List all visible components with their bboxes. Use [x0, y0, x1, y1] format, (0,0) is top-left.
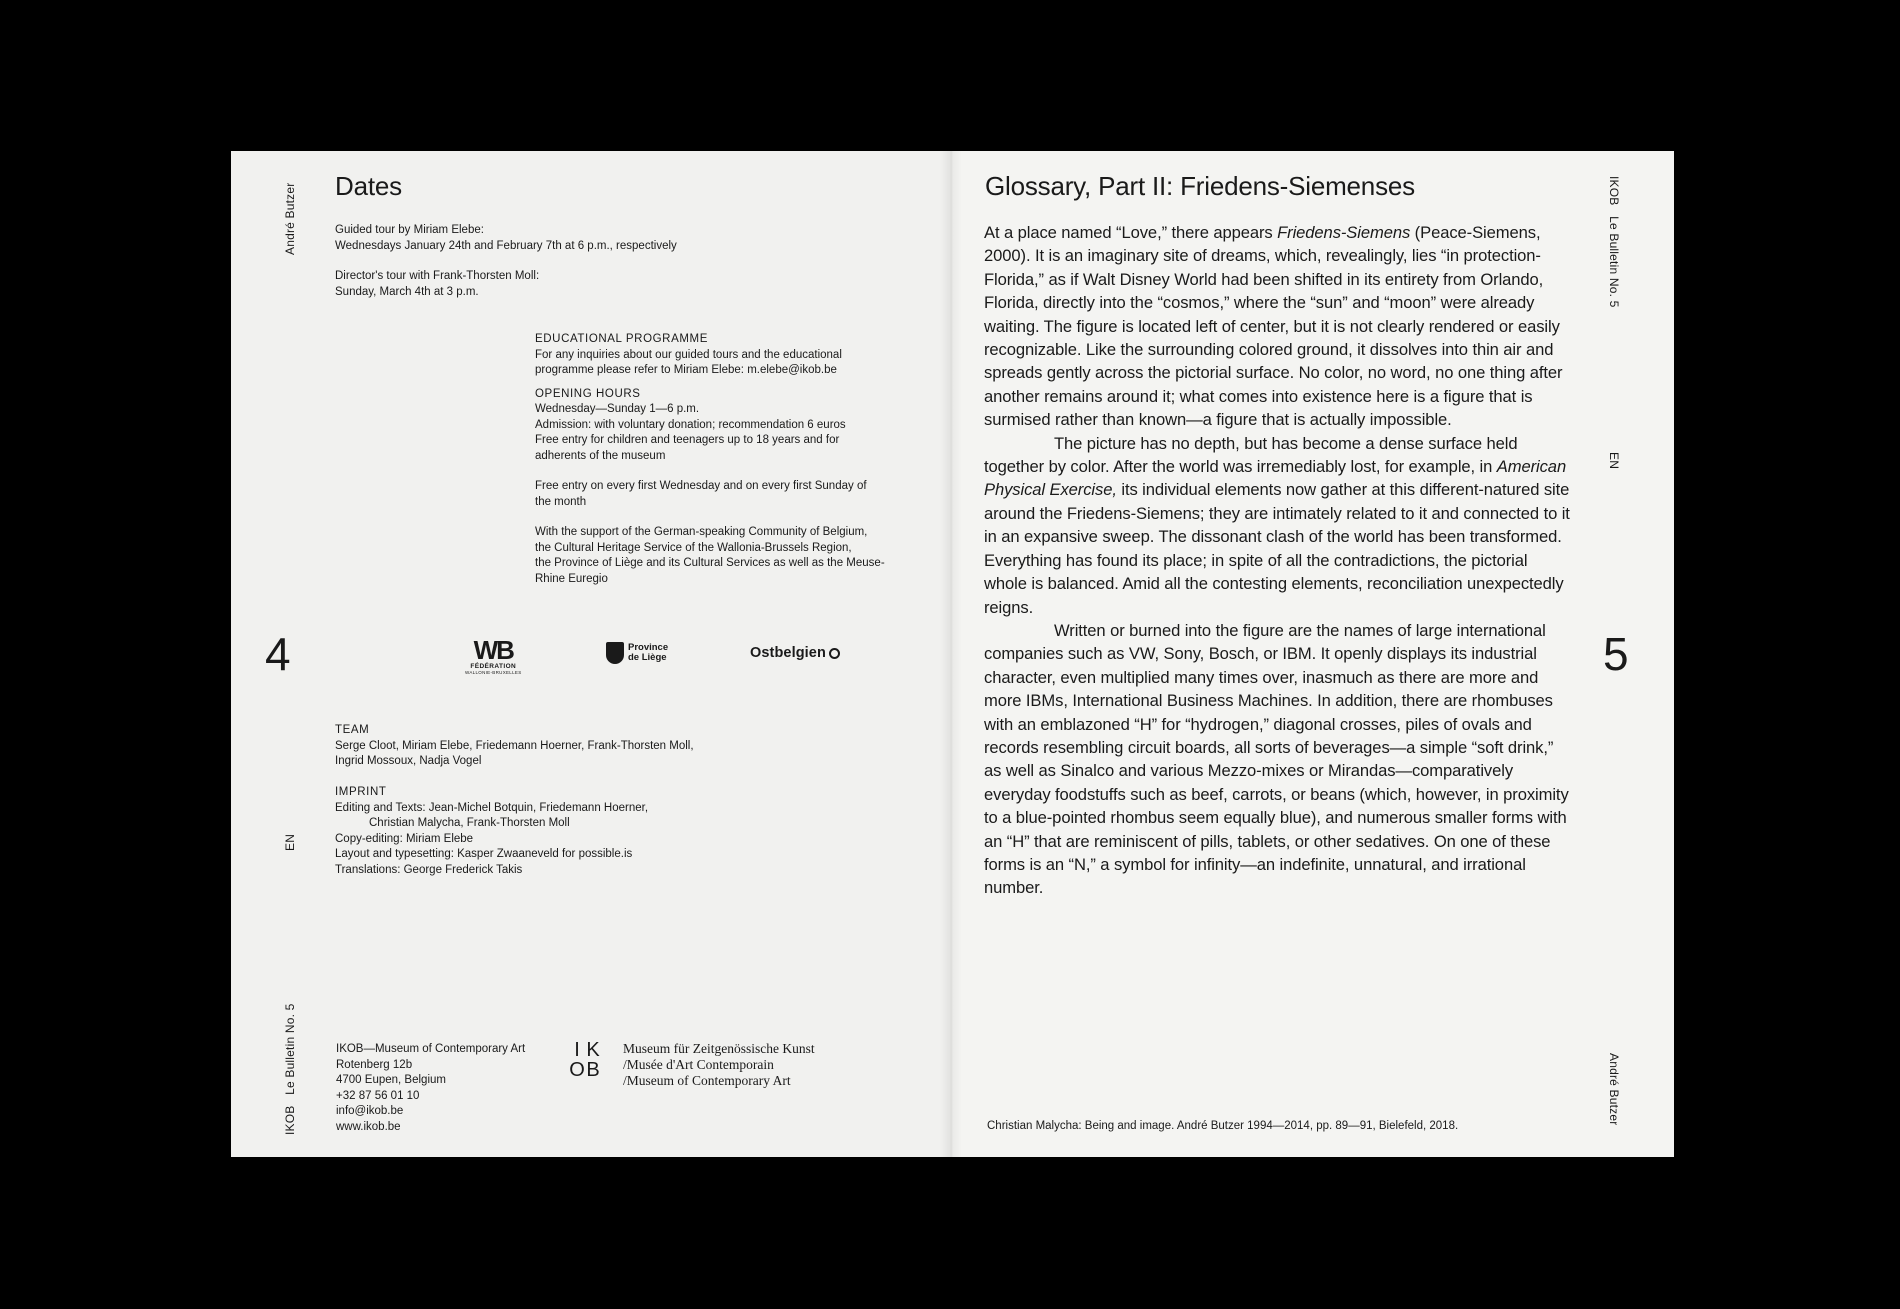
- support-text: With the support of the German-speaking Community of Belgium,: [535, 526, 868, 538]
- left-spine-lang: EN: [283, 833, 297, 851]
- book-gutter: [940, 151, 962, 1157]
- province-logo: Province de Liège: [606, 642, 668, 664]
- guided-tour: Guided tour by Miriam Elebe: Wednesdays January 24th and February 7th at 6 p.m., respectively: [335, 224, 677, 252]
- page-title: Dates: [335, 171, 402, 201]
- info-column: EDUCATIONAL PROGRAMME For any inquiries about our guided tours and the educational programme please refer to Miriam Elebe: m.elebe@ikob.be OPENING HOURS Wednesday—Sunday 1—6 p.m. Admission: with voluntary donation; recommendation 6 euros Free entry for children and teenagers up to 18 years and for adherents of the museum Free entry on every first Wednesday and on every first Sunday of the month With the support of the German-speaking Community of Belgium, the Cultural Heritage Service of the Wallonia-Brussels Region, the Province of Liège and its Cultural Services as well as the Meuse- Rhine Euregio: [535, 333, 885, 585]
- right-spine-bulletin: IKOB Le Bulletin No. 5: [1607, 176, 1621, 308]
- directors-tour: Director's tour with Frank-Thorsten Moll: Sunday, March 4th at 3 p.m.: [335, 270, 540, 298]
- right-page: [950, 151, 1674, 1157]
- ostbelgien-logo: Ostbelgien: [750, 645, 840, 661]
- page-number: 5: [1603, 628, 1629, 680]
- educational-heading: EDUCATIONAL PROGRAMME: [535, 333, 708, 345]
- paragraph: At a place named “Love,” there appears Friedens-Siemens (Peace-Siemens, 2000). It is an imaginary site of dreams, which, revealingly, lies “in protection-Florida,” as if Walt Disney World had been shifted in its entirety from Orlando, Florida, directly into the “cosmos,” where the “sun” and “moon” were already waiting. The figure is located left of center, but it is not clearly rendered or easily recognizable. Like the surrounding colored ground, it dissolves into thin air and spreads gently across the pictorial surface. No color, no word, no one thing after another remains around it; what comes into existence here is a figure that is surmised rather than known—a figure that is actually impossible.: [984, 223, 1563, 430]
- free-entry: Free entry on every first Wednesday and on every first Sunday of: [535, 480, 867, 492]
- article-title: Glossary, Part II: Friedens-Siemenses: [985, 171, 1415, 201]
- team-block: TEAM Serge Cloot, Miriam Elebe, Friedemann Hoerner, Frank-Thorsten Moll, Ingrid Mossoux, Nadja Vogel: [335, 724, 694, 767]
- right-spine-lang: EN: [1607, 452, 1621, 470]
- imprint-heading: IMPRINT: [335, 786, 387, 798]
- footnote: Christian Malycha: Being and image. André Butzer 1994—2014, pp. 89—91, Bielefeld, 2018.: [987, 1120, 1459, 1132]
- address-block: IKOB—Museum of Contemporary Art Rotenberg 12b 4700 Eupen, Belgium +32 87 56 01 10 info@ikob.be www.ikob.be: [336, 1043, 526, 1133]
- ikob-logo: I K O B: [569, 1039, 600, 1081]
- page-number: 4: [265, 628, 291, 680]
- right-spine-author: André Butzer: [1607, 1053, 1621, 1126]
- left-spine-bulletin: IKOB Le Bulletin No. 5: [283, 1003, 297, 1135]
- museum-names: Museum für Zeitgenössische Kunst /Musée d'Art Contemporain /Museum of Contemporary Art: [623, 1041, 815, 1088]
- article-body: [984, 221, 1574, 900]
- smile-icon: [829, 648, 840, 659]
- paragraph: Written or burned into the figure are the names of large international companies such as VW, Sony, Bosch, or IBM. It openly displays its industrial character, even multiplied many times over, inasmuch as there are more and more IBMs, International Business Machines. In addition, there are rhombuses with an emblazoned “H” for “hydrogen,” diagonal crosses, piles of ovals and records resembling circuit boards, all sorts of beverages—a simple “soft drink,” as well as Sinalco and various Mezzo-mixes or Mirandas—comparatively everyday foodstuffs such as beef, carrots, or beans (which, however, in proximity to a blue-pointed rhombus seem equally blue), and numerous smaller forms with an “H” that are reminiscent of pills, tablets, or other sedatives. On one of these forms is an “N,” a symbol for infinity—an indefinite, unnatural, and irrational number.: [984, 620, 1569, 898]
- opening-hours-heading: OPENING HOURS: [535, 387, 641, 400]
- imprint-block: IMPRINT Editing and Texts: Jean-Michel Botquin, Friedemann Hoerner, Christian Malycha, Frank-Thorsten Moll Copy-editing: Miriam Elebe Layout and typesetting: Kasper Zwaaneveld for possible.is Translations: George Frederick Takis: [335, 786, 649, 876]
- shield-icon: [606, 642, 624, 664]
- left-page: [231, 151, 950, 1157]
- left-spine-author: André Butzer: [283, 182, 297, 255]
- paragraph: The picture has no depth, but has become a dense surface held together by color. After the world was irremediably lost, for example, in American Physical Exercise, its individual elements now gather at this different-natured site around the Friedens-Siemens; they are intimately related to it and connected to it in an expansive sweep. The dissonant clash of the world has been transformed. Everything has found its place; in spite of all the contradictions, the pictorial whole is balanced. Amid all the contesting elements, reconciliation unexpectedly reigns.: [984, 433, 1570, 617]
- federation-logo: WB FÉDÉRATION WALLONIE-BRUXELLES: [465, 635, 522, 675]
- team-heading: TEAM: [335, 724, 370, 736]
